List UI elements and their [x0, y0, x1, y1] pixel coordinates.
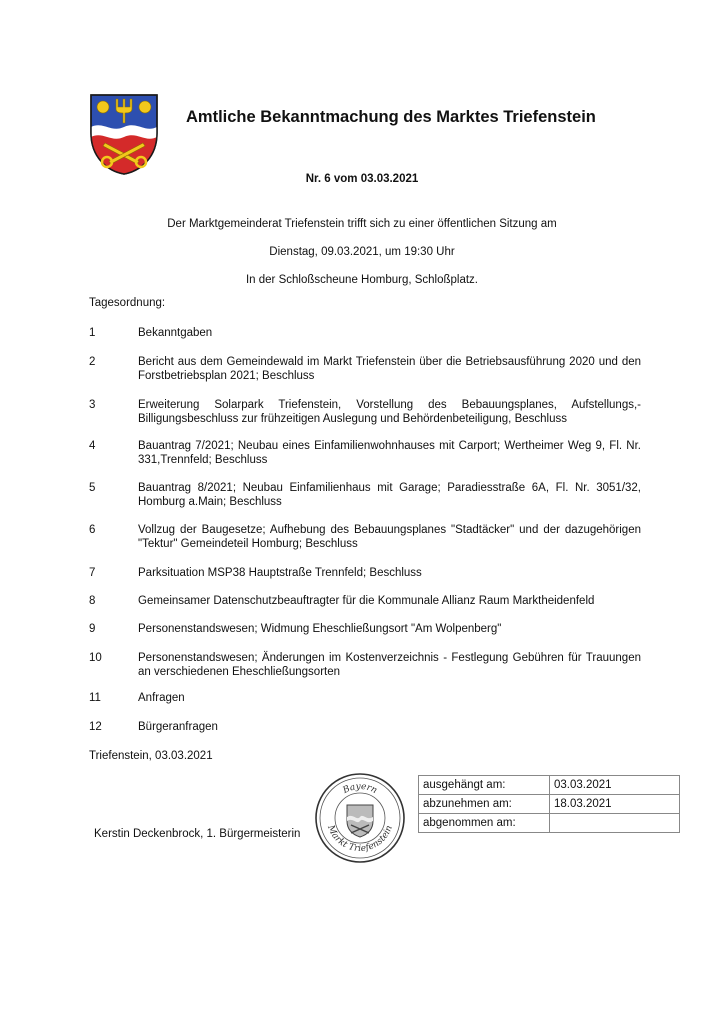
agenda-item-number: 12	[89, 721, 102, 733]
place-date: Triefenstein, 03.03.2021	[89, 750, 213, 762]
agenda-item	[89, 439, 641, 467]
agenda-item-text: Bauantrag 8/2021; Neubau Einfamilienhaus mit Garage; Paradiesstraße 6A, Fl. Nr. 3051/32, Homburg a.Main; Beschluss	[138, 482, 641, 508]
agenda-item-number: 1	[89, 327, 96, 339]
agenda-item-text: Personenstandswesen; Widmung Eheschließungsort "Am Wolpenberg"	[138, 623, 502, 635]
seal-top-text: Bayern	[341, 781, 379, 797]
agenda-item-text: Gemeinsamer Datenschutzbeauftragter für die Kommunale Allianz Raum Marktheidenfeld	[138, 595, 595, 607]
agenda-item	[89, 622, 641, 636]
agenda-item-number: 2	[89, 356, 96, 368]
municipal-seal-icon	[313, 771, 408, 866]
agenda-item-text: Bürgeranfragen	[138, 721, 218, 733]
agenda-item	[89, 523, 641, 551]
posting-value: 18.03.2021	[550, 795, 680, 814]
agenda-item-number: 10	[89, 652, 102, 664]
agenda-item-text: Personenstandswesen; Änderungen im Kostenverzeichnis - Festlegung Gebühren für Trauungen an verschiedenen Eheschließungsorten	[138, 652, 641, 678]
posting-table	[418, 775, 680, 833]
agenda-item	[89, 481, 641, 509]
agenda-item-number: 11	[89, 692, 101, 704]
intro-line-2: Dienstag, 09.03.2021, um 19:30 Uhr	[269, 246, 455, 258]
agenda-item	[89, 720, 641, 734]
posting-label: abzunehmen am:	[419, 795, 550, 814]
agenda-heading: Tagesordnung:	[89, 297, 166, 309]
agenda-item-text: Anfragen	[138, 692, 185, 704]
agenda-item-text: Parksituation MSP38 Hauptstraße Trennfeld; Beschluss	[138, 567, 422, 579]
posting-label: abgenommen am:	[419, 814, 550, 833]
agenda-item	[89, 398, 641, 426]
svg-text:Bayern	[341, 782, 379, 797]
agenda-item-number: 5	[89, 482, 96, 494]
posting-label: ausgehängt am:	[419, 776, 550, 795]
agenda-item-number: 9	[89, 623, 96, 635]
agenda-item-text: Vollzug der Baugesetze; Aufhebung des Bebauungsplanes "Stadtäcker" und der dazugehörigen "Tektur" Gemeindeteil Homburg; Beschluss	[138, 524, 641, 550]
intro-line-3: In der Schloßscheune Homburg, Schloßplatz.	[245, 274, 479, 286]
agenda-item-text: Bekanntgaben	[138, 327, 213, 339]
agenda-item	[89, 691, 641, 705]
agenda-item	[89, 594, 641, 608]
agenda-item	[89, 651, 641, 679]
signature-line: Kerstin Deckenbrock, 1. Bürgermeisterin	[94, 828, 301, 840]
intro-line-1: Der Marktgemeinderat Triefenstein trifft sich zu einer öffentlichen Sitzung am	[167, 218, 557, 230]
table-row	[419, 776, 680, 795]
agenda-item-number: 6	[89, 524, 96, 536]
posting-value	[550, 814, 680, 833]
posting-value: 03.03.2021	[550, 776, 680, 795]
agenda-item-number: 4	[89, 440, 96, 452]
agenda-item	[89, 326, 212, 340]
agenda-item	[89, 566, 641, 580]
page-title: Amtliche Bekanntmachung des Marktes Triefenstein	[186, 108, 596, 126]
agenda-item-text: Erweiterung Solarpark Triefenstein, Vorstellung des Bebauungsplanes, Aufstellungs,- Billigungsbeschluss zur frühzeitigen Auslegung und Behördenbeteiligung, Beschluss	[138, 399, 641, 425]
announcement-number: Nr. 6 vom 03.03.2021	[305, 173, 419, 185]
table-row	[419, 795, 680, 814]
agenda-item-number: 7	[89, 567, 96, 579]
agenda-item-number: 3	[89, 399, 96, 411]
coat-of-arms-icon	[89, 93, 159, 176]
agenda-item-text: Bauantrag 7/2021; Neubau eines Einfamilienwohnhauses mit Carport; Wertheimer Weg 9, Fl. Nr. 331,Trennfeld; Beschluss	[138, 440, 641, 466]
agenda-item-number: 8	[89, 595, 96, 607]
table-row	[419, 814, 680, 833]
agenda-item	[89, 355, 641, 383]
seal-bottom-text: Markt Triefenstein	[325, 823, 395, 855]
agenda-item-text: Bericht aus dem Gemeindewald im Markt Triefenstein über die Betriebsausführung 2020 und den Forstbetriebsplan 2021; Beschluss	[138, 356, 641, 382]
